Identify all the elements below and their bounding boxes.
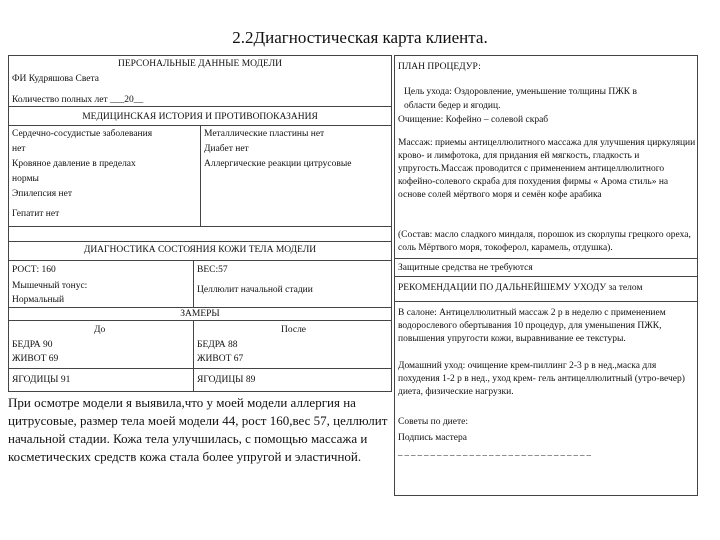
before-waist: ЖИВОТ 69 xyxy=(12,354,59,364)
medical-left-4: Эпилепсия нет xyxy=(12,189,72,199)
after-buttocks: ЯГОДИЦЫ 89 xyxy=(197,375,256,385)
before-label: До xyxy=(94,325,106,335)
after-waist: ЖИВОТ 67 xyxy=(197,354,244,364)
plan-composition: (Состав: масло сладкого миндаля, порошок из скорлупы грецкого ореха, соль Мёртвого моря, токоферол, карамель, отдушка). xyxy=(398,230,691,253)
recommendations-home: Домашний уход: очищение крем-пиллинг 2-3 р в нед.,маска для похудения 1-2 р в нед., уход крем- гель антицеллюлитный (утро-вечер) диета, физические нагрузки. xyxy=(398,361,685,397)
recommendations-salon: В салоне: Антицеллюлитный массаж 2 р в неделю с применением водорослевого обертывания 10 процедур, для уменьшения ПЖК, повышения упругости кожи, выравнивание ее текстуры. xyxy=(398,308,666,344)
before-hips: БЕДРА 90 xyxy=(12,340,53,350)
plan-cleansing: Очищение: Кофейно – солевой скраб xyxy=(398,115,549,125)
personal-header: ПЕРСОНАЛЬНЫЕ ДАННЫЕ МОДЕЛИ xyxy=(117,59,283,69)
before-buttocks: ЯГОДИЦЫ 91 xyxy=(12,375,71,385)
medical-right-2: Аллергические реакции цитрусовые xyxy=(204,159,352,169)
plan-goal-line-1: Цель ухода: Оздоровление, уменьшение толщины ПЖК в xyxy=(404,87,637,97)
weight-value: ВЕС:57 xyxy=(197,265,228,275)
medical-left-3: нормы xyxy=(12,174,39,184)
signature-label: Подпись мастера xyxy=(398,433,467,443)
medical-left-0: Сердечно-сосудистые заболевания xyxy=(12,129,153,139)
page-title: 2.2Диагностическая карта клиента. xyxy=(232,28,488,47)
medical-header: МЕДИЦИНСКАЯ ИСТОРИЯ И ПРОТИВОПОКАЗАНИЯ xyxy=(82,112,318,122)
measures-header: ЗАМЕРЫ xyxy=(180,309,220,319)
medical-right-0: Металлические пластины нет xyxy=(204,129,325,139)
conclusion-text: При осмотре модели я выявила,что у моей модели аллергия на цитрусовые, размер тела моей модели 44, рост 160,вес 57, целлюлит начальной стадии. Кожа тела улучшилась, с помощью массажа и косметических средств кожа стала более упругой и эластичной. xyxy=(8,395,388,464)
client-name: ФИ Кудряшова Света xyxy=(12,74,99,84)
plan-goal-line-2: области бедер и ягодиц. xyxy=(404,101,501,111)
medical-left-1: нет xyxy=(12,144,26,154)
medical-right-1: Диабет нет xyxy=(204,144,249,154)
signature-line: ______________________________ xyxy=(398,447,593,457)
diagnostics-header: ДИАГНОСТИКА СОСТОЯНИЯ КОЖИ ТЕЛА МОДЕЛИ xyxy=(83,245,317,255)
medical-hepatitis: Гепатит нет xyxy=(12,209,60,219)
cellulite-value: Целлюлит начальной стадии xyxy=(197,285,313,295)
medical-left-2: Кровяное давление в пределах xyxy=(12,159,136,169)
muscle-tone-value: Нормальный xyxy=(12,295,65,305)
client-age: Количество полных лет ___20__ xyxy=(12,95,144,105)
muscle-tone-label: Мышечный тонус: xyxy=(12,281,88,291)
plan-massage: Массаж: приемы антицеллюлитного массажа для улучшения циркуляции крово- и лимфотока, для придания ей мягкость, гладкость и упругость.Массаж проводится с применением антицеллюлитного кофейно-солевого скраба для похудения фирмы « Арома стиль» на основе солей мёртвого моря и семён кофе арабика xyxy=(398,138,696,200)
diet-advice: Советы по диете: xyxy=(398,417,468,427)
plan-header: ПЛАН ПРОЦЕДУР: xyxy=(398,62,481,72)
height-value: РОСТ: 160 xyxy=(12,265,56,275)
after-hips: БЕДРА 88 xyxy=(197,340,238,350)
after-label: После xyxy=(281,325,307,335)
plan-protection: Защитные средства не требуются xyxy=(398,263,533,273)
recommendations-header: РЕКОМЕНДАЦИИ ПО ДАЛЬНЕЙШЕМУ УХОДУ за телом xyxy=(398,283,643,293)
